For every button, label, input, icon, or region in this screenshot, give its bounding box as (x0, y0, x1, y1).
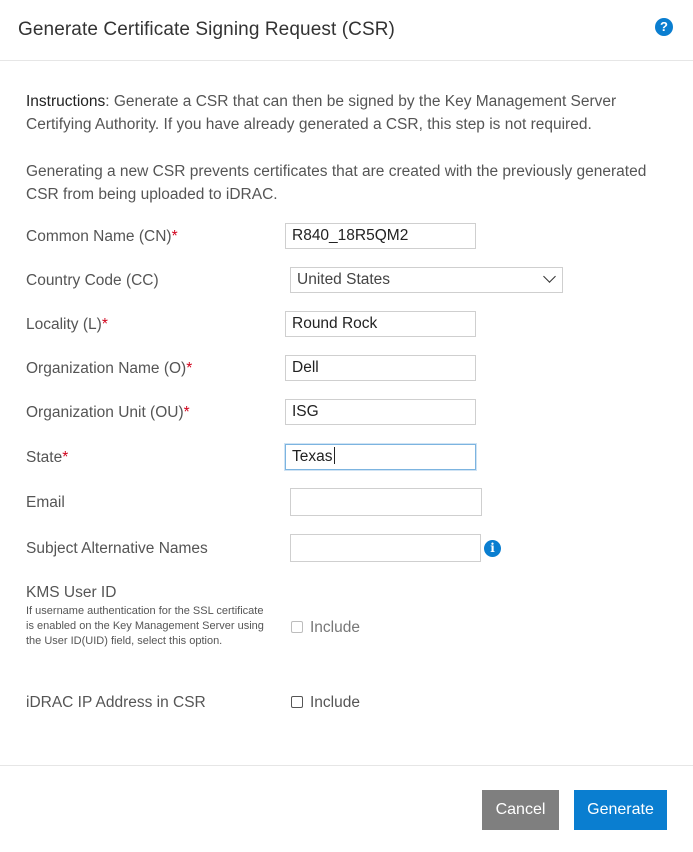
san-input[interactable] (290, 534, 481, 562)
org-name-label: Organization Name (O)* (26, 360, 193, 377)
locality-input[interactable]: Round Rock (285, 311, 476, 337)
chevron-down-icon (543, 270, 556, 283)
instructions-text: : Generate a CSR that can then be signed by the Key Management Server Certifying Authority. If you have already generated a CSR, this step is not required. (26, 93, 617, 133)
idrac-ip-checkbox[interactable] (291, 696, 303, 708)
kms-user-id-include-label: Include (310, 619, 360, 636)
country-code-label: Country Code (CC) (26, 272, 159, 289)
org-unit-label: Organization Unit (OU)* (26, 404, 190, 421)
kms-user-id-help: If username authentication for the SSL certificate is enabled on the Key Management Server using the User ID(UID) field, select this option. (26, 605, 264, 647)
warning-paragraph: Generating a new CSR prevents certificates that are created with the previously generated CSR from being uploaded to iDRAC. (26, 163, 647, 203)
idrac-ip-label: iDRAC IP Address in CSR (26, 694, 206, 711)
email-label: Email (26, 494, 65, 511)
san-label: Subject Alternative Names (26, 540, 208, 557)
kms-user-id-checkbox[interactable] (291, 621, 303, 633)
info-icon[interactable]: i (484, 540, 501, 557)
email-input[interactable] (290, 488, 482, 516)
text-cursor (334, 447, 335, 464)
locality-label: Locality (L)* (26, 316, 108, 333)
instructions-paragraph (26, 90, 676, 136)
idrac-ip-include-label: Include (310, 694, 360, 711)
common-name-input[interactable]: R840_18R5QM2 (285, 223, 476, 249)
state-label: State* (26, 449, 69, 466)
dialog-title: Generate Certificate Signing Request (CSR) (18, 19, 395, 40)
org-name-input[interactable]: Dell (285, 355, 476, 381)
instructions-lead: Instructions (26, 93, 106, 110)
common-name-label: Common Name (CN)* (26, 228, 178, 245)
org-unit-input[interactable]: ISG (285, 399, 476, 425)
cancel-button[interactable]: Cancel (482, 790, 559, 830)
dialog-header (0, 0, 693, 61)
country-code-select[interactable]: United States (290, 267, 563, 293)
state-input[interactable]: Texas (285, 444, 476, 470)
question-icon[interactable]: ? (655, 18, 673, 36)
generate-button[interactable]: Generate (574, 790, 667, 830)
kms-user-id-label: KMS User ID (26, 584, 117, 601)
dialog-footer (0, 765, 693, 852)
